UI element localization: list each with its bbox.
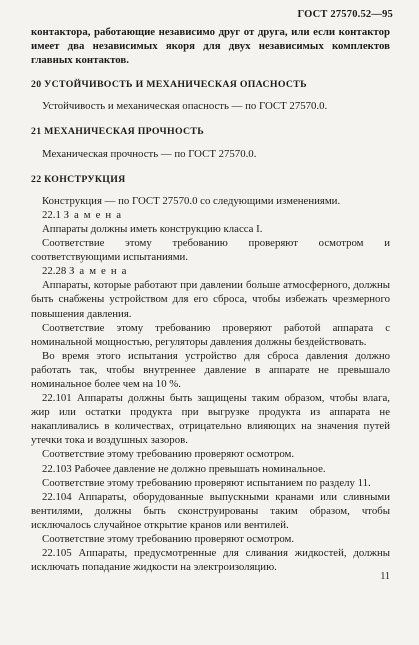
section-21-title: 21 МЕХАНИЧЕСКАЯ ПРОЧНОСТЬ [31, 126, 204, 138]
clause-22-28-text: Аппараты, которые работают при давлении больше атмосферного, должны быть снабжены устройством для его сброса, чтобы избежать чрезмерного повышения давления. [31, 279, 390, 320]
clause-22-28-heading [31, 264, 390, 278]
clause-22-103-check: Соответствие этому требованию проверяют испытанием по разделу 11. [42, 476, 371, 489]
clause-22-1-check: Соответствие этому требованию проверяют осмотром и соответствующими испытаниями. [31, 237, 390, 264]
clause-22-1-text: Аппараты должны иметь конструкцию класса I. [42, 222, 263, 235]
clause-22-105-text: 22.105 Аппараты, предусмотренные для сливания жидкостей, должны исключать попадание жидкости на электроизоляцию. [31, 547, 390, 574]
clause-22-101-check: Соответствие этому требованию проверяют осмотром. [42, 448, 295, 461]
section-20-title: 20 УСТОЙЧИВОСТЬ И МЕХАНИЧЕСКАЯ ОПАСНОСТЬ [31, 79, 307, 91]
clause-22-28-check: Соответствие этому требованию проверяют работой аппарата с номинальной мощностью, регуляторы давления должны бездействовать. [31, 321, 390, 348]
clause-number: 22.1 [42, 208, 61, 221]
clause-22-104-check: Соответствие этому требованию проверяют осмотром. [42, 533, 295, 545]
section-21-text: Механическая прочность — по ГОСТ 27570.0. [42, 147, 257, 160]
clause-number: 22.28 [42, 265, 67, 278]
section-22-title: 22 КОНСТРУКЦИЯ [31, 173, 126, 185]
intro-paragraph: контактора, работающие независимо друг от друга, или если контактор имеет два независимых якоря для двух независимых комплектов главных контактов. [31, 26, 390, 67]
replacement-word: Замена [69, 265, 132, 278]
replacement-word: Замена [63, 208, 127, 221]
page-body [31, 25, 390, 574]
clause-22-101-text: 22.101 Аппараты должны быть защищены таким образом, чтобы влага, жир или остатки продукта при выгрузке продукта из аппарата не накапливались в количествах, отрицательно влияющих на значения путей утечки тока и воздушных зазоров. [31, 392, 390, 447]
section-20-text: Устойчивость и механическая опасность — по ГОСТ 27570.0. [42, 100, 328, 113]
clause-22-1-heading [31, 208, 390, 222]
clause-22-28-test: Во время этого испытания устройство для сброса давления должно работать так, чтобы внутреннее давление в аппарате не превышало номинальное более чем на 10 %. [31, 349, 390, 390]
clause-22-103-text: 22.103 Рабочее давление не должно превышать номинальное. [42, 462, 326, 475]
section-22-text: Конструкция — по ГОСТ 27570.0 со следующими изменениями. [42, 194, 341, 207]
clause-22-104-text: 22.104 Аппараты, оборудованные выпускными кранами или сливными вентилями, должны быть сконструированы таким образом, чтобы исключалось случайное открытие кранов или вентилей. [31, 490, 390, 531]
standard-header: ГОСТ 27570.52—95 [297, 9, 393, 20]
page-number: 11 [380, 571, 390, 582]
